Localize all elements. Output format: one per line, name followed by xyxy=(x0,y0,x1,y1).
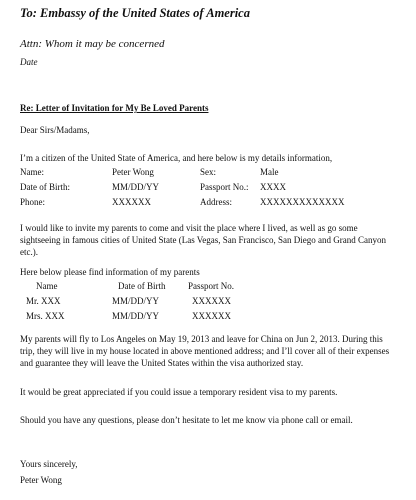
address-label: Address: xyxy=(200,197,232,207)
name-label: Name: xyxy=(20,167,44,177)
table-row-1-name: Mr. XXX xyxy=(26,296,61,306)
recipient-heading: To: Embassy of the United States of America xyxy=(20,6,250,20)
parents-intro: Here below please find information of my parents xyxy=(20,267,200,277)
subject-line: Re: Letter of Invitation for My Be Loved Parents xyxy=(20,103,209,113)
dob-label: Date of Birth: xyxy=(20,182,70,192)
phone-value: XXXXXX xyxy=(112,197,151,207)
dob-value: MM/DD/YY xyxy=(112,182,160,192)
name-value: Peter Wong xyxy=(112,167,154,177)
table-header-name: Name xyxy=(36,281,58,291)
table-row-1-dob: MM/DD/YY xyxy=(112,296,160,306)
table-row-2-dob: MM/DD/YY xyxy=(112,311,160,321)
attention-line: Attn: Whom it may be concerned xyxy=(20,38,165,50)
closing-line: Yours sincerely, xyxy=(20,459,78,469)
table-row-2-name: Mrs. XXX xyxy=(26,311,65,321)
invite-paragraph: I would like to invite my parents to come and visit the place where I lived, as well as go some sightseeing in famous cities of United State (Las Vegas, San Francisco, San Diego and Grand Canyon etc.). xyxy=(20,223,387,257)
contact-paragraph: Should you have any questions, please don’t hesitate to let me know via phone call or email. xyxy=(20,415,353,425)
passport-label: Passport No.: xyxy=(200,182,249,192)
table-row-1-passport: XXXXXX xyxy=(192,296,231,306)
signature-name: Peter Wong xyxy=(20,475,62,485)
phone-label: Phone: xyxy=(20,197,46,207)
passport-value: XXXX xyxy=(260,182,286,192)
address-value: XXXXXXXXXXXXX xyxy=(260,197,345,207)
salutation: Dear Sirs/Madams, xyxy=(20,125,90,135)
travel-paragraph: My parents will fly to Los Angeles on May 19, 2013 and leave for China on Jun 2, 2013. During this trip, they will live in my house located in above mentioned address; and I’ll cover all of their expenses and guarantee they will leave the United States within the visa authorized stay. xyxy=(20,334,390,368)
sex-value: Male xyxy=(260,167,279,177)
table-header-dob: Date of Birth xyxy=(118,281,166,291)
sex-label: Sex: xyxy=(200,167,217,177)
intro-line: I’m a citizen of the United State of America, and here below is my details information, xyxy=(20,153,333,163)
table-row-2-passport: XXXXXX xyxy=(192,311,231,321)
table-header-passport: Passport No. xyxy=(188,281,235,291)
request-paragraph: It would be great appreciated if you could issue a temporary resident visa to my parents. xyxy=(20,387,338,397)
date-line: Date xyxy=(20,57,38,67)
